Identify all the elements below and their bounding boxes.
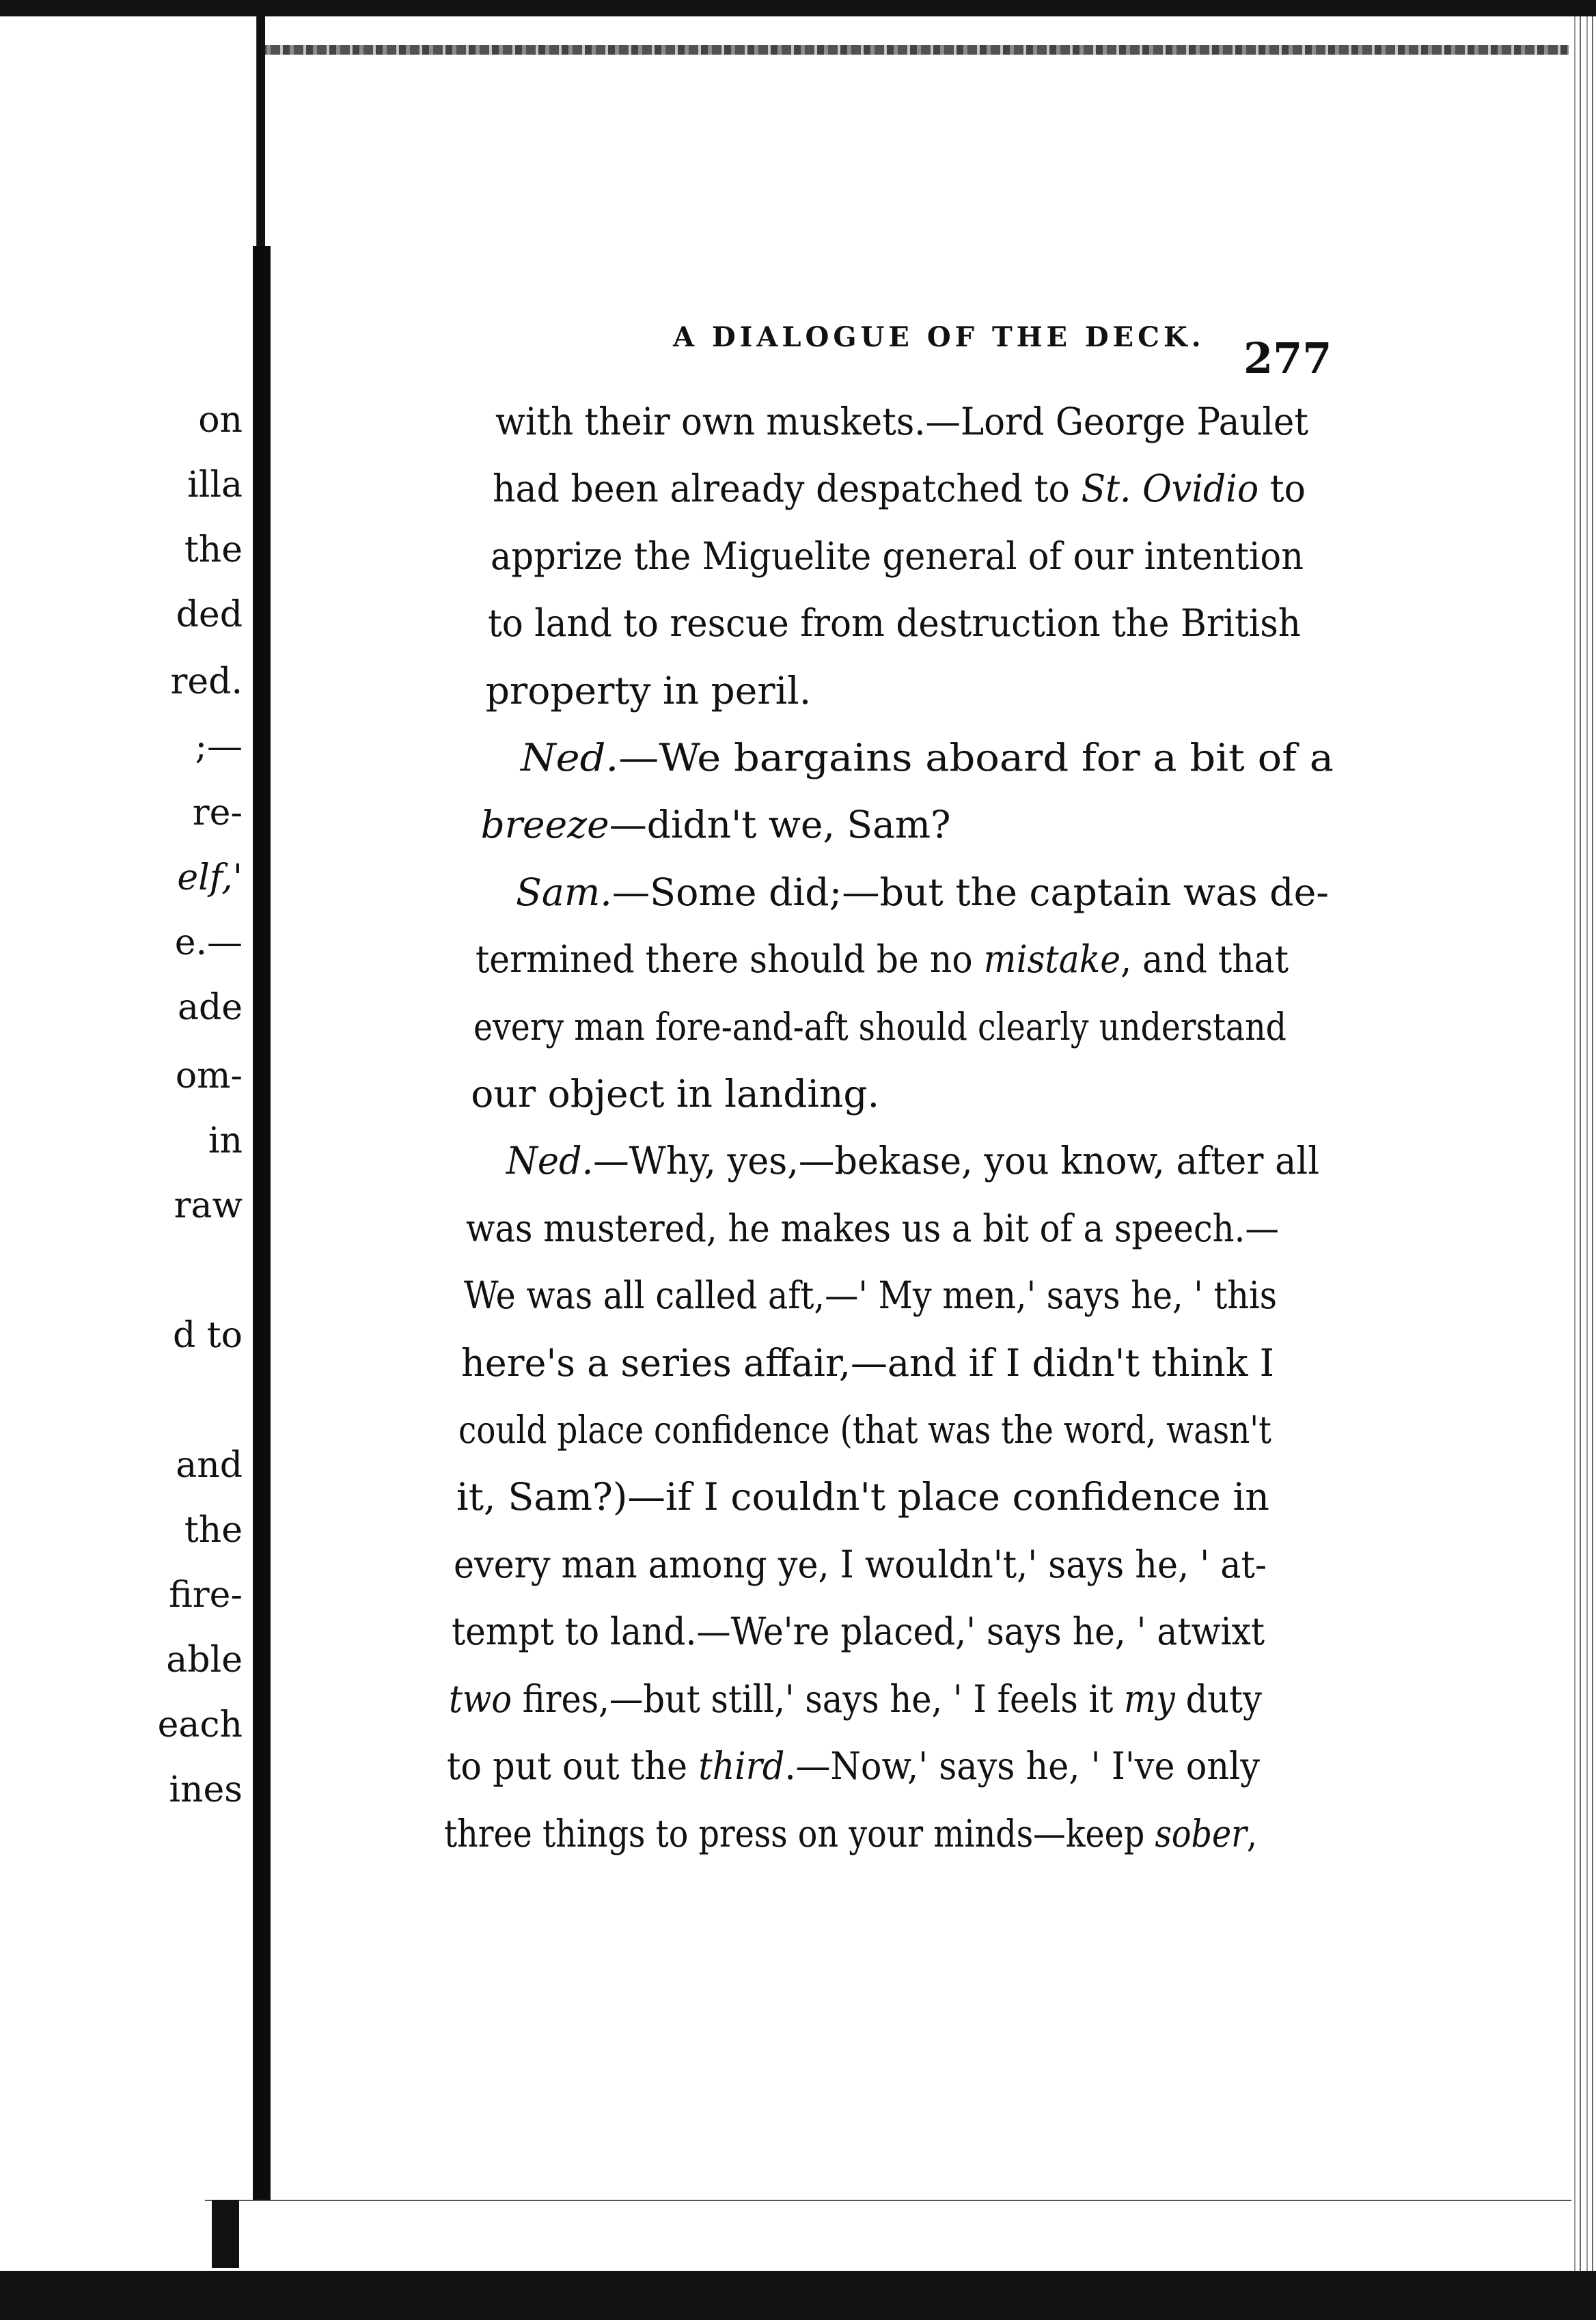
text-line: to land to rescue from destruction the British (488, 601, 1302, 646)
book-gutter-shadow (253, 246, 271, 2227)
scan-top-border (0, 0, 1596, 16)
left-page-fragment: the (184, 1510, 243, 1551)
left-page-fragment: fire- (169, 1575, 243, 1616)
text-line: apprize the Miguelite general of our intention (490, 534, 1304, 578)
page-bottom-edge (205, 2200, 1571, 2272)
left-page-fragment: om- (175, 1055, 243, 1096)
gutter-corner (212, 2200, 239, 2268)
text-line: with their own muskets.—Lord George Paulet (495, 400, 1308, 443)
text-line: three things to press on your minds—keep sober, (444, 1811, 1257, 1855)
left-page-fragment: ines (169, 1769, 243, 1810)
text-line: Sam.—Some did;—but the captain was de- (516, 870, 1329, 914)
text-line: termined there should be no mistake, and that (476, 937, 1289, 982)
left-page-fragment: able (166, 1640, 243, 1681)
page-number: 277 (1243, 333, 1332, 383)
text-line: We was all called aft,—' My men,' says he, ' this (463, 1273, 1277, 1318)
page-top-edge (260, 20, 1596, 82)
left-page-fragment: raw (174, 1185, 243, 1226)
text-line: tempt to land.—We're placed,' says he, ' atwixt (451, 1610, 1265, 1654)
left-page-fragment: illa (187, 465, 243, 506)
text-line: here's a series affair,—and if I didn't think I (461, 1340, 1274, 1385)
text-line: every man among ye, I wouldn't,' says he, ' at- (454, 1542, 1267, 1586)
text-line: breeze—didn't we, Sam? (480, 803, 951, 847)
left-page-fragment: and (176, 1445, 243, 1486)
running-head: A DIALOGUE OF THE DECK. (673, 321, 1205, 353)
text-line: property in peril. (485, 668, 812, 713)
text-line: Ned.—We bargains aboard for a bit of a (521, 736, 1334, 780)
left-page-fragment: red. (170, 661, 243, 702)
left-page-fragment: in (208, 1120, 243, 1161)
text-line: our object in landing. (471, 1072, 880, 1116)
left-page-fragment: on (198, 400, 243, 441)
text-line: every man fore-and-aft should clearly understand (473, 1004, 1287, 1049)
text-line: it, Sam?)—if I couldn't place confidence in (456, 1475, 1269, 1519)
left-page-fragment: ;— (195, 726, 243, 767)
text-line: to put out the third.—Now,' says he, ' I've only (446, 1744, 1260, 1789)
text-line: Ned.—Why, yes,—bekase, you know, after all (506, 1139, 1319, 1183)
left-page-fragment: the (184, 529, 243, 570)
page-fore-edge (1569, 16, 1596, 2271)
text-line: had been already despatched to St. Ovidio to (493, 467, 1306, 511)
left-page-fragment: ade (177, 987, 243, 1028)
scan-bottom-border (0, 2271, 1596, 2320)
left-page-fragment: re- (192, 792, 243, 833)
left-page-fragment: d to (172, 1315, 243, 1356)
text-line: was mustered, he makes us a bit of a speech.— (466, 1206, 1280, 1250)
text-line: could place confidence (that was the word, wasn't (458, 1408, 1272, 1452)
text-line: two fires,—but still,' says he, ' I feels it my duty (449, 1676, 1263, 1721)
left-page-fragment: e.— (174, 922, 243, 963)
left-page-fragment: each (157, 1704, 243, 1745)
left-page-fragment: elf,' (177, 857, 243, 898)
left-page-fragment: ded (176, 594, 243, 635)
